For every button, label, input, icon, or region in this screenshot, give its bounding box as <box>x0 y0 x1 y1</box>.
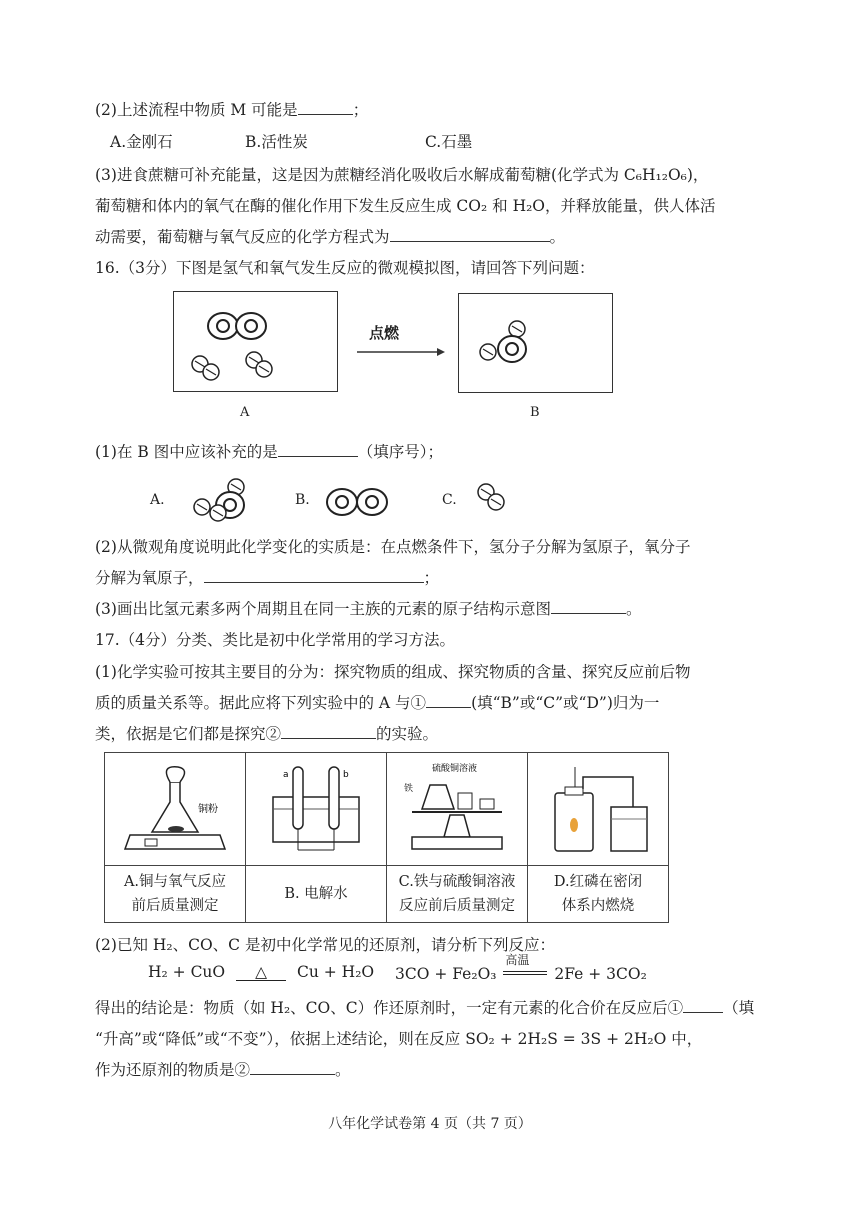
q17-title: 17.（4分）分类、类比是初中化学常用的学习方法。 <box>95 631 456 649</box>
option-c-label: C. <box>442 492 457 508</box>
answer-blank[interactable] <box>204 568 424 583</box>
molecule-diagram-b <box>459 294 612 392</box>
q17-conclusion-line2: “升高”或“降低”或“不变”），依据上述结论，则在反应 SO₂ + 2H₂S = 3S + 2H₂O 中， <box>95 1030 703 1048</box>
label-b: b <box>343 770 349 780</box>
diagram-box-b <box>458 293 613 393</box>
caption-a: A <box>240 405 250 420</box>
q16-title: 16.（3分）下图是氢气和氧气发生反应的微观模拟图，请回答下列问题： <box>95 259 595 277</box>
experiment-d-image <box>528 753 669 866</box>
experiment-a-image <box>105 753 246 866</box>
balance-icon <box>392 757 522 857</box>
q16-part2-line2: 分解为氧原子， ； <box>95 569 440 587</box>
q16-part1: (1)在 B 图中应该补充的是 （填序号）； <box>95 443 443 461</box>
q17-part2-line1: (2)已知 H₂、CO、C 是初中化学常见的还原剂，请分析下列反应： <box>95 936 555 954</box>
answer-blank[interactable] <box>426 693 471 708</box>
q17-part1-line2: 质的质量关系等。据此应将下列实验中的 A 与① (填“B”或“C”或“D”)归为一 <box>95 694 660 712</box>
answer-blank[interactable] <box>278 442 358 457</box>
experiment-b-caption: B. 电解水 <box>246 866 387 923</box>
experiment-c-image <box>387 753 528 866</box>
arrow-label: 点燃 <box>369 324 400 342</box>
q15-part3-line1: (3)进食蔗糖可补充能量，这是因为蔗糖经消化吸收后水解成葡萄糖(化学式为 C₆H₁₂O₆)， <box>95 166 709 184</box>
q16-options <box>150 475 550 525</box>
option-b-label: B. <box>295 492 310 508</box>
answer-blank[interactable] <box>298 100 353 115</box>
q17-conclusion-line1: 得出的结论是：物质（如 H₂、CO、C）作还原剂时，一定有元素的化合价在反应后① （填 <box>95 999 755 1017</box>
experiment-c-caption: C.铁与硫酸铜溶液 反应前后质量测定 <box>387 866 528 923</box>
caption-b: B <box>530 405 540 420</box>
answer-blank[interactable] <box>683 998 723 1013</box>
answer-blank[interactable] <box>390 227 550 242</box>
equation-2: 3CO + Fe₂O₃ 高温 2Fe + 3CO₂ <box>395 953 647 983</box>
equation-1: H₂ + CuO △ Cu + H₂O <box>148 963 375 981</box>
q15-part3-line2: 葡萄糖和体内的氧气在酶的催化作用下发生反应生成 CO₂ 和 H₂O，并释放能量，供人体活 <box>95 197 716 215</box>
q15-part2: (2)上述流程中物质 M 可能是 ； <box>95 101 369 119</box>
q17-part1-line1: (1)化学实验可按其主要目的分为：探究物质的组成、探究物质的含量、探究反应前后物 <box>95 663 691 681</box>
copper-powder-label: 铜粉 <box>198 804 218 815</box>
experiment-b-image <box>246 753 387 866</box>
reaction-arrow <box>355 320 445 360</box>
option-a: A.金刚石 <box>110 133 173 151</box>
arrow-icon <box>355 320 445 360</box>
condition-high-temp: 高温 <box>503 963 547 979</box>
q15-options <box>110 130 472 152</box>
answer-blank[interactable] <box>281 724 376 739</box>
condition-heat: △ <box>236 964 286 981</box>
q17-conclusion-line3: 作为还原剂的物质是② 。 <box>95 1061 351 1079</box>
iron-label: 铁 <box>404 784 414 794</box>
experiment-a-caption: A.铜与氧气反应 前后质量测定 <box>105 866 246 923</box>
q17-part1-line3: 类，依据是它们都是探究② 的实验。 <box>95 725 439 743</box>
label-a: a <box>283 770 289 780</box>
q15-part3-line3: 动需要，葡萄糖与氧气反应的化学方程式为 。 <box>95 228 566 246</box>
option-b: B.活性炭 <box>245 133 308 151</box>
sealed-flask-icon <box>533 757 663 857</box>
option-c: C.石墨 <box>425 133 473 151</box>
diagram-box-a <box>173 291 338 392</box>
q16-part3: (3)画出比氢元素多两个周期且在同一主族的元素的原子结构示意图 。 <box>95 600 642 618</box>
option-a-molecule-icon <box>188 475 258 525</box>
answer-blank[interactable] <box>551 599 626 614</box>
option-c-molecule-icon <box>472 475 512 525</box>
option-a-label: A. <box>150 492 165 508</box>
q16-part2-line1: (2)从微观角度说明此化学变化的实质是：在点燃条件下，氢分子分解为氢原子，氧分子 <box>95 538 691 556</box>
experiment-table <box>104 752 669 923</box>
experiment-d-caption: D.红磷在密闭 体系内燃烧 <box>528 866 669 923</box>
option-b-molecule-icon <box>322 475 402 525</box>
answer-blank[interactable] <box>250 1060 335 1075</box>
electrolysis-icon <box>251 757 381 857</box>
molecule-diagram-a <box>174 292 337 391</box>
cuso4-label: 硫酸铜溶液 <box>432 764 478 774</box>
page-footer: 八年化学试卷第 4 页（共 7 页） <box>328 1116 532 1132</box>
flask-balance-icon <box>110 757 240 857</box>
